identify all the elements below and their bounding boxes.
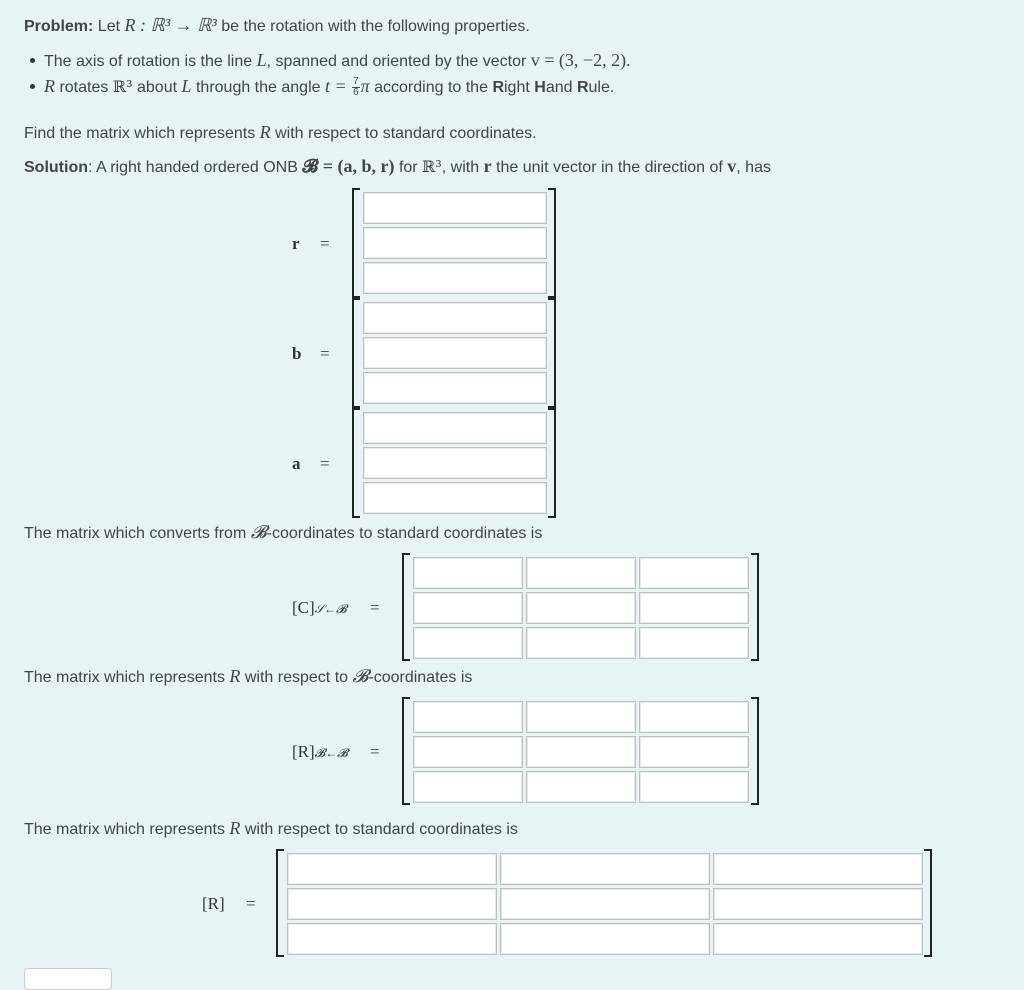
matrix-C-subscript: 𝒮←𝓑	[314, 602, 347, 616]
bullet1-pre: The axis of rotation is the line	[44, 53, 253, 70]
equals-sign: =	[246, 894, 256, 913]
left-bracket	[352, 408, 360, 518]
matrix-RB-cell-1-3[interactable]	[639, 701, 749, 733]
matrix-RB-cell-2-3[interactable]	[639, 736, 749, 768]
vector-r-input-2[interactable]	[363, 227, 547, 259]
matrix-R-cell-1-2[interactable]	[500, 853, 710, 885]
matrix-C-name: [C]	[292, 598, 315, 617]
matrix-RB-subscript: 𝓑←𝓑	[314, 746, 348, 760]
vector-b-input-3[interactable]	[363, 372, 547, 404]
matrix-RB-cell-2-1[interactable]	[413, 736, 523, 768]
left-bracket	[352, 298, 360, 408]
bullet-axis	[44, 50, 631, 72]
vector-a-label: a	[292, 454, 301, 473]
convert-statement	[24, 522, 542, 544]
matrix-RB-label	[292, 742, 348, 762]
bullet2-L: L	[181, 76, 192, 96]
matrix-C-cell-1-1[interactable]	[413, 557, 523, 589]
bullet1-mid: , spanned and oriented by the vector	[266, 53, 527, 70]
right-bracket	[548, 408, 556, 518]
rep-B-post: -coordinates is	[368, 669, 473, 686]
bullet1-L: L	[256, 50, 267, 70]
matrix-R-cell-3-2[interactable]	[500, 923, 710, 955]
matrix-RB-cell-3-2[interactable]	[526, 771, 636, 803]
rep-B-pre: The matrix which represents	[24, 669, 225, 686]
find-post: with respect to standard coordinates.	[275, 125, 537, 142]
rep-B-B: 𝓑	[352, 666, 369, 686]
vector-a-input-3[interactable]	[363, 482, 547, 514]
bullet2-pre: rotates	[59, 79, 109, 96]
angle-fraction	[352, 77, 360, 98]
rep-S-statement	[24, 818, 518, 840]
solution-v: v	[727, 156, 737, 176]
vector-b-input-2[interactable]	[363, 337, 547, 369]
matrix-C-cell-3-3[interactable]	[639, 627, 749, 659]
matrix-RB-cell-3-3[interactable]	[639, 771, 749, 803]
solution-text4: the unit vector in the direction of	[496, 159, 723, 176]
rep-S-R: R	[229, 818, 241, 838]
equals-sign: =	[320, 344, 330, 363]
right-bracket	[548, 188, 556, 298]
bullet-rotation	[44, 76, 614, 98]
solution-statement	[24, 156, 771, 178]
matrix-R-cell-1-1[interactable]	[287, 853, 497, 885]
solution-label: Solution	[24, 159, 88, 176]
matrix-R-cell-3-3[interactable]	[713, 923, 923, 955]
matrix-R-cell-1-3[interactable]	[713, 853, 923, 885]
matrix-R-cell-2-1[interactable]	[287, 888, 497, 920]
matrix-C-cell-3-1[interactable]	[413, 627, 523, 659]
matrix-R-label: [R]	[202, 894, 225, 913]
submit-button[interactable]	[24, 968, 112, 990]
matrix-C-cell-2-2[interactable]	[526, 592, 636, 624]
equals-sign: =	[370, 598, 380, 617]
matrix-C-cell-3-2[interactable]	[526, 627, 636, 659]
solution-text3: , with	[441, 159, 480, 176]
bullet2-t: t =	[324, 76, 347, 96]
problem-statement	[24, 15, 530, 37]
angle-pi: π	[360, 76, 370, 96]
equals-sign: =	[320, 454, 330, 473]
solution-text2: for	[398, 159, 418, 176]
right-bracket	[924, 849, 932, 957]
rule-and: and	[545, 79, 577, 96]
rep-B-R: R	[229, 666, 241, 686]
left-bracket	[352, 188, 360, 298]
left-bracket	[276, 849, 284, 957]
problem-label: Problem:	[24, 18, 94, 35]
find-statement	[24, 122, 537, 144]
matrix-C-cell-1-2[interactable]	[526, 557, 636, 589]
right-bracket	[751, 553, 759, 661]
matrix-RB-cell-1-1[interactable]	[413, 701, 523, 733]
solution-text1: : A right handed ordered ONB	[87, 159, 298, 176]
vector-b-label: b	[292, 344, 302, 363]
solution-R3: ℝ³	[422, 157, 442, 176]
matrix-R-cell-2-3[interactable]	[713, 888, 923, 920]
convert-B: 𝓑	[250, 522, 267, 542]
vector-a-input-1[interactable]	[363, 412, 547, 444]
bullet2-according: according to the	[374, 79, 488, 96]
matrix-R-cell-3-1[interactable]	[287, 923, 497, 955]
right-bracket	[548, 298, 556, 408]
bullet-dot	[30, 58, 35, 63]
solution-r: r	[483, 156, 492, 176]
bullet1-vector: v = (3, −2, 2).	[530, 50, 631, 70]
rule-ight: ight	[504, 79, 535, 96]
problem-intro-pre: Let	[97, 18, 121, 35]
rule-h: H	[534, 79, 546, 96]
find-R: R	[259, 122, 271, 142]
vector-b-input-1[interactable]	[363, 302, 547, 334]
matrix-R-cell-2-2[interactable]	[500, 888, 710, 920]
matrix-C-cell-2-1[interactable]	[413, 592, 523, 624]
angle-numerator: 7	[353, 76, 359, 88]
matrix-C-cell-2-3[interactable]	[639, 592, 749, 624]
matrix-RB-cell-1-2[interactable]	[526, 701, 636, 733]
rep-S-post: with respect to standard coordinates is	[244, 821, 518, 838]
rep-B-statement	[24, 666, 472, 688]
rule-r: R	[492, 79, 504, 96]
vector-a-input-2[interactable]	[363, 447, 547, 479]
bullet2-about: about	[137, 79, 178, 96]
equals-sign: =	[320, 234, 330, 253]
solution-basis: 𝓑 = (a, b, r)	[302, 156, 395, 176]
left-bracket	[402, 553, 410, 661]
problem-intro-post: be the rotation with the following properties.	[221, 18, 530, 35]
rep-B-mid: with respect to	[244, 669, 349, 686]
rule-r2: R	[576, 79, 589, 96]
vector-r-input-3[interactable]	[363, 262, 547, 294]
matrix-RB-cell-2-2[interactable]	[526, 736, 636, 768]
rep-S-pre: The matrix which represents	[24, 821, 225, 838]
vector-r-label: r	[292, 234, 300, 253]
convert-pre: The matrix which converts from	[24, 525, 247, 542]
rule-ule: ule.	[588, 79, 615, 96]
bullet-dot	[30, 84, 35, 89]
matrix-C-cell-1-3[interactable]	[639, 557, 749, 589]
convert-post: -coordinates to standard coordinates is	[266, 525, 543, 542]
vector-r-input-1[interactable]	[363, 192, 547, 224]
equals-sign: =	[370, 742, 380, 761]
right-bracket	[751, 697, 759, 805]
matrix-C-label	[292, 598, 347, 618]
problem-map: R : ℝ³ → ℝ³	[124, 15, 217, 35]
bullet2-through: through the angle	[195, 79, 321, 96]
bullet2-R3: ℝ³	[112, 77, 133, 96]
find-pre: Find the matrix which represents	[24, 125, 256, 142]
matrix-RB-cell-3-1[interactable]	[413, 771, 523, 803]
angle-denominator: 6	[353, 87, 359, 99]
matrix-RB-name: [R]	[292, 742, 315, 761]
solution-text5: , has	[736, 159, 771, 176]
left-bracket	[402, 697, 410, 805]
bullet2-R: R	[44, 76, 55, 96]
